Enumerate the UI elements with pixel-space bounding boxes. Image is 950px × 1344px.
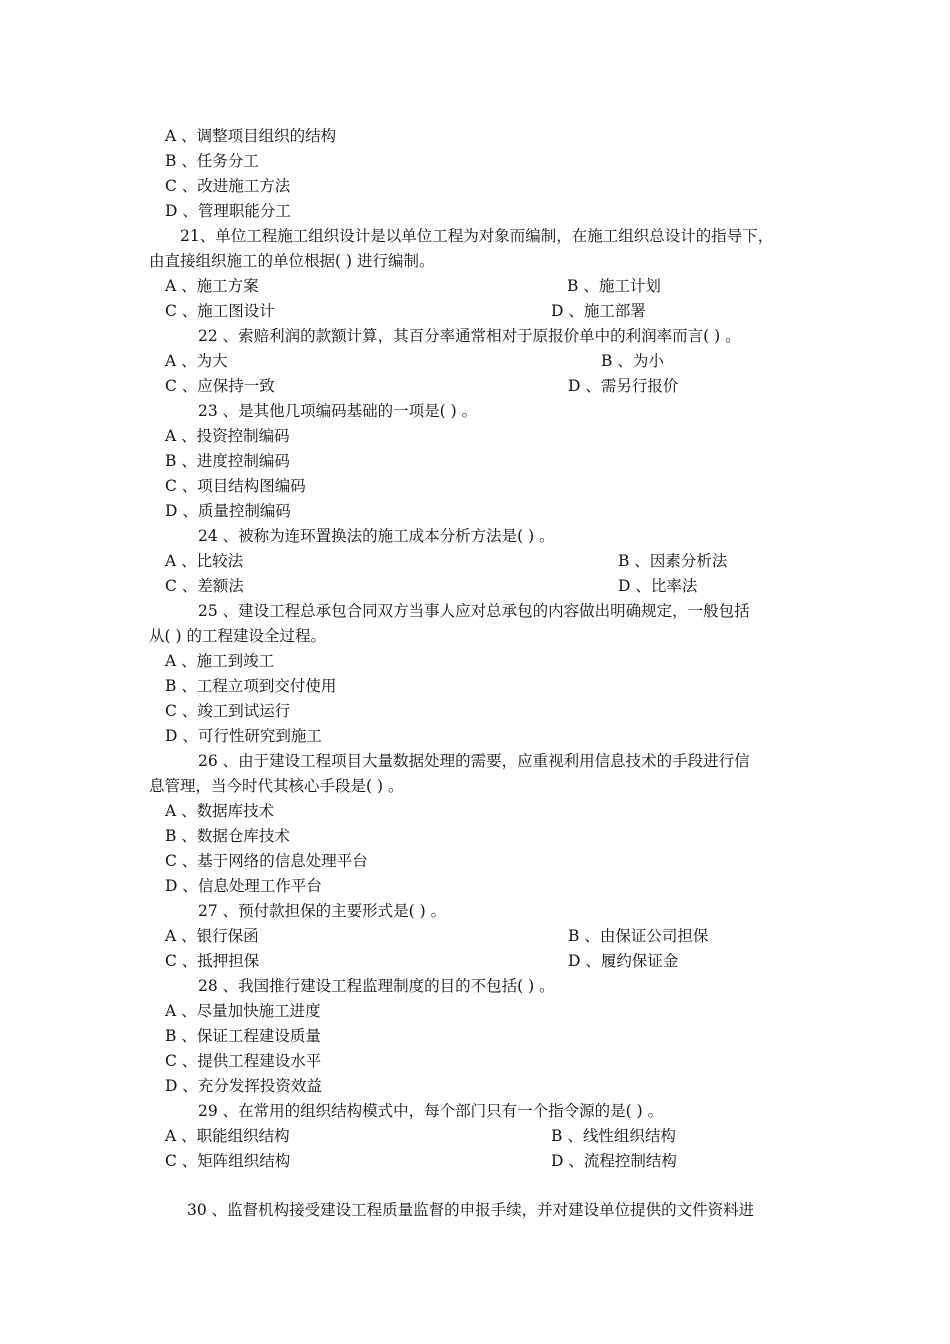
question-21-continued: 由直接组织施工的单位根据( ) 进行编制。 bbox=[149, 252, 435, 270]
option-line: B 、任务分工 bbox=[165, 152, 259, 170]
option-line: A 、为大 bbox=[165, 352, 228, 370]
option-line: D 、可行性研究到施工 bbox=[165, 727, 322, 745]
option-line: C 、抵押担保 bbox=[165, 952, 260, 970]
option-line: B 、保证工程建设质量 bbox=[165, 1027, 321, 1045]
option-line: D 、流程控制结构 bbox=[551, 1152, 677, 1170]
option-line: C 、应保持一致 bbox=[165, 377, 275, 395]
option-line: D 、比率法 bbox=[618, 577, 698, 595]
question-23: 23 、是其他几项编码基础的一项是( ) 。 bbox=[198, 402, 478, 420]
question-27: 27 、预付款担保的主要形式是( ) 。 bbox=[198, 902, 447, 920]
question-24: 24 、被称为连环置换法的施工成本分析方法是( ) 。 bbox=[198, 527, 555, 545]
question-30: 30 、监督机构接受建设工程质量监督的申报手续，并对建设单位提供的文件资料进 bbox=[187, 1201, 755, 1219]
option-line: A 、调整项目组织的结构 bbox=[165, 127, 337, 145]
question-25-continued: 从( ) 的工程建设全过程。 bbox=[149, 627, 326, 645]
option-line: B 、由保证公司担保 bbox=[568, 927, 709, 945]
option-line: C 、基于网络的信息处理平台 bbox=[165, 852, 368, 870]
question-29: 29 、在常用的组织结构模式中，每个部门只有一个指令源的是( ) 。 bbox=[198, 1102, 664, 1120]
option-line: B 、施工计划 bbox=[567, 277, 661, 295]
option-line: B 、因素分析法 bbox=[618, 552, 728, 570]
option-line: A 、数据库技术 bbox=[165, 802, 275, 820]
option-line: C 、项目结构图编码 bbox=[165, 477, 306, 495]
option-line: D 、信息处理工作平台 bbox=[165, 877, 322, 895]
option-line: D 、需另行报价 bbox=[568, 377, 679, 395]
option-line: D 、管理职能分工 bbox=[165, 202, 291, 220]
option-line: A 、施工方案 bbox=[165, 277, 259, 295]
option-line: B 、进度控制编码 bbox=[165, 452, 290, 470]
option-line: C 、提供工程建设水平 bbox=[165, 1052, 322, 1070]
option-line: C 、施工图设计 bbox=[165, 302, 275, 320]
option-line: A 、投资控制编码 bbox=[165, 427, 290, 445]
question-26-continued: 息管理，当今时代其核心手段是( ) 。 bbox=[149, 777, 404, 795]
option-line: C 、差额法 bbox=[165, 577, 244, 595]
option-line: D 、施工部署 bbox=[551, 302, 646, 320]
option-line: A 、施工到竣工 bbox=[165, 652, 275, 670]
option-line: D 、履约保证金 bbox=[568, 952, 679, 970]
option-line: B 、为小 bbox=[601, 352, 664, 370]
question-26: 26 、由于建设工程项目大量数据处理的需要，应重视利用信息技术的手段进行信 bbox=[198, 752, 750, 770]
option-line: B 、数据仓库技术 bbox=[165, 827, 290, 845]
question-25: 25 、建设工程总承包合同双方当事人应对总承包的内容做出明确规定，一般包括 bbox=[198, 602, 750, 620]
option-line: B 、线性组织结构 bbox=[551, 1127, 676, 1145]
option-line: C 、竣工到试运行 bbox=[165, 702, 291, 720]
option-line: C 、矩阵组织结构 bbox=[165, 1152, 291, 1170]
question-28: 28 、我国推行建设工程监理制度的目的不包括( ) 。 bbox=[198, 977, 555, 995]
option-line: A 、银行保函 bbox=[165, 927, 259, 945]
option-line: A 、尽量加快施工进度 bbox=[165, 1002, 321, 1020]
option-line: D 、质量控制编码 bbox=[165, 502, 291, 520]
option-line: C 、改进施工方法 bbox=[165, 177, 291, 195]
option-line: A 、比较法 bbox=[165, 552, 244, 570]
option-line: B 、工程立项到交付使用 bbox=[165, 677, 337, 695]
question-21: 21、单位工程施工组织设计是以单位工程为对象而编制，在施工组织总设计的指导下， bbox=[180, 227, 774, 245]
option-line: A 、职能组织结构 bbox=[165, 1127, 290, 1145]
option-line: D 、充分发挥投资效益 bbox=[165, 1077, 322, 1095]
question-22: 22 、索赔利润的款额计算，其百分率通常相对于原报价单中的利润率而言( ) 。 bbox=[198, 327, 741, 345]
